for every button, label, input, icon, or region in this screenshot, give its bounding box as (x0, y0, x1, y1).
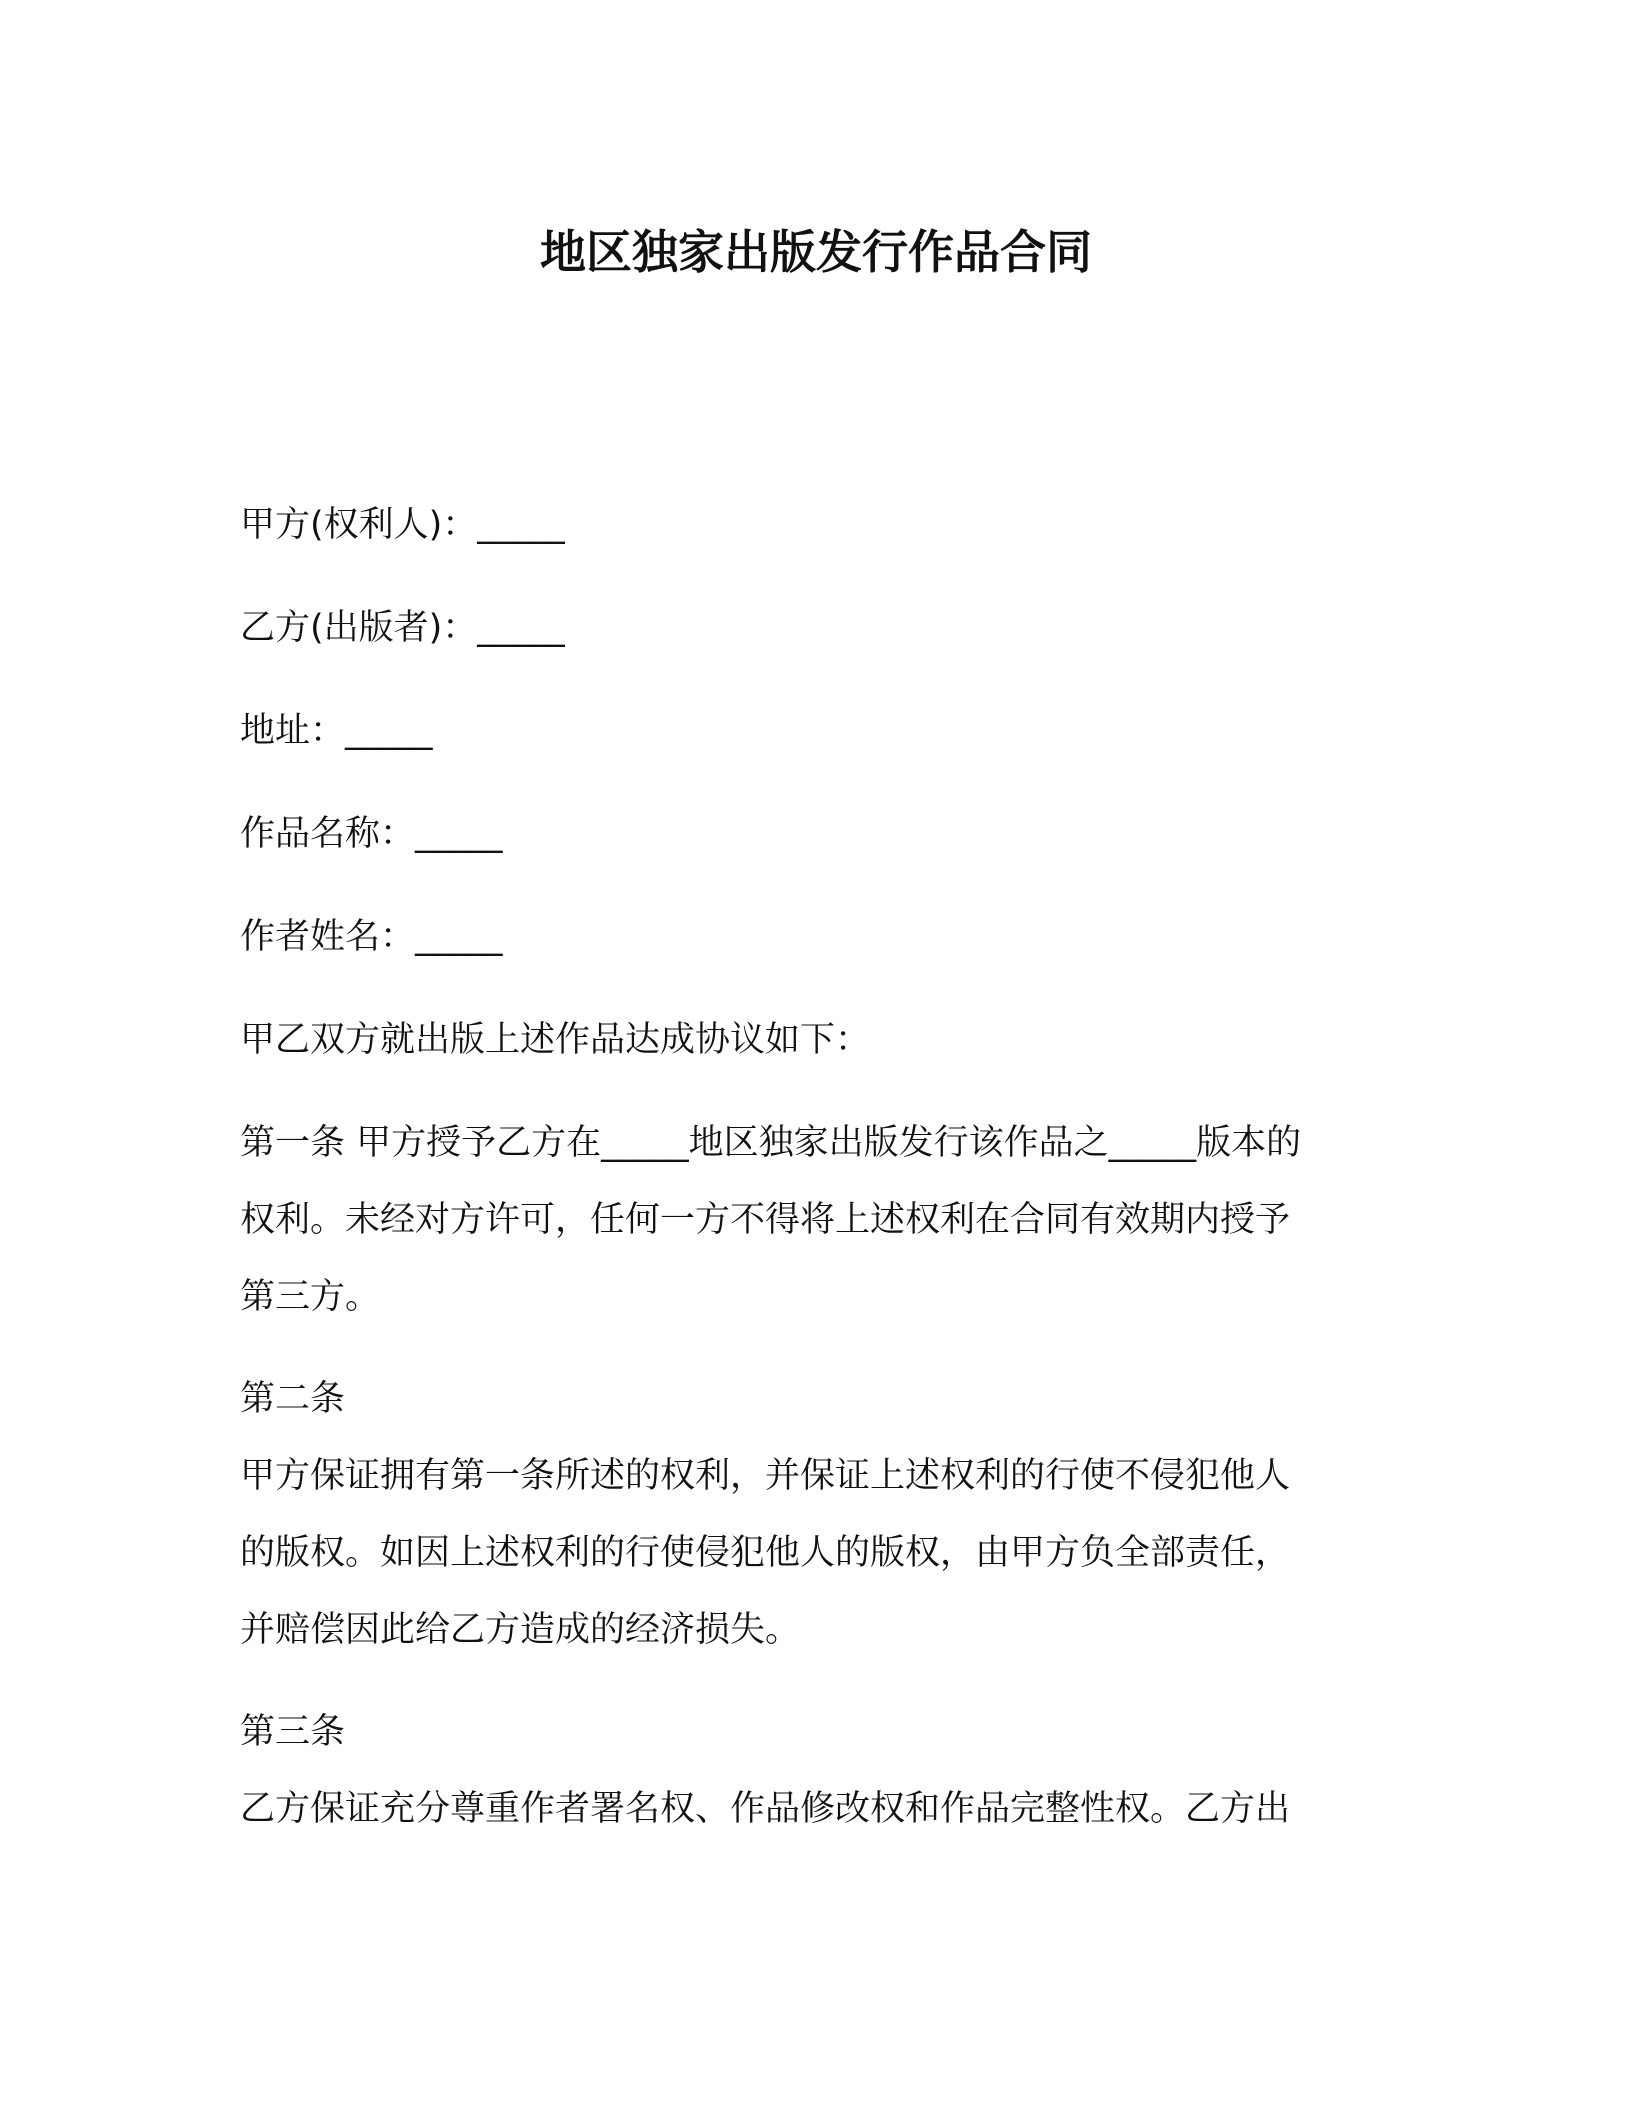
intro-paragraph: 甲乙双方就出版上述作品达成协议如下： (240, 1020, 871, 1060)
article-1-line: 第三方。 (240, 1277, 381, 1317)
field-work-title: 作品名称：_____ (240, 814, 503, 854)
article-2-line: 的版权。如因上述权利的行使侵犯他人的版权，由甲方负全部责任， (240, 1533, 1291, 1573)
article-2-line: 并赔偿因此给乙方造成的经济损失。 (240, 1610, 801, 1650)
field-party-a: 甲方(权利人)：_____ (240, 505, 565, 545)
field-address: 地址：_____ (240, 711, 433, 751)
article-2-line: 甲方保证拥有第一条所述的权利，并保证上述权利的行使不侵犯他人 (240, 1456, 1291, 1496)
field-party-b: 乙方(出版者)：_____ (240, 608, 565, 648)
article-2-heading: 第二条 (240, 1379, 346, 1419)
article-3-heading: 第三条 (240, 1712, 346, 1752)
field-author-name: 作者姓名：_____ (240, 917, 503, 957)
article-1-line: 第一条 甲方授予乙方在_____地区独家出版发行该作品之_____版本的 (240, 1123, 1302, 1163)
document-title: 地区独家出版发行作品合同 (540, 225, 1092, 279)
article-1-line: 权利。未经对方许可，任何一方不得将上述权利在合同有效期内授予 (240, 1200, 1291, 1240)
article-3-line: 乙方保证充分尊重作者署名权、作品修改权和作品完整性权。乙方出 (240, 1789, 1291, 1829)
